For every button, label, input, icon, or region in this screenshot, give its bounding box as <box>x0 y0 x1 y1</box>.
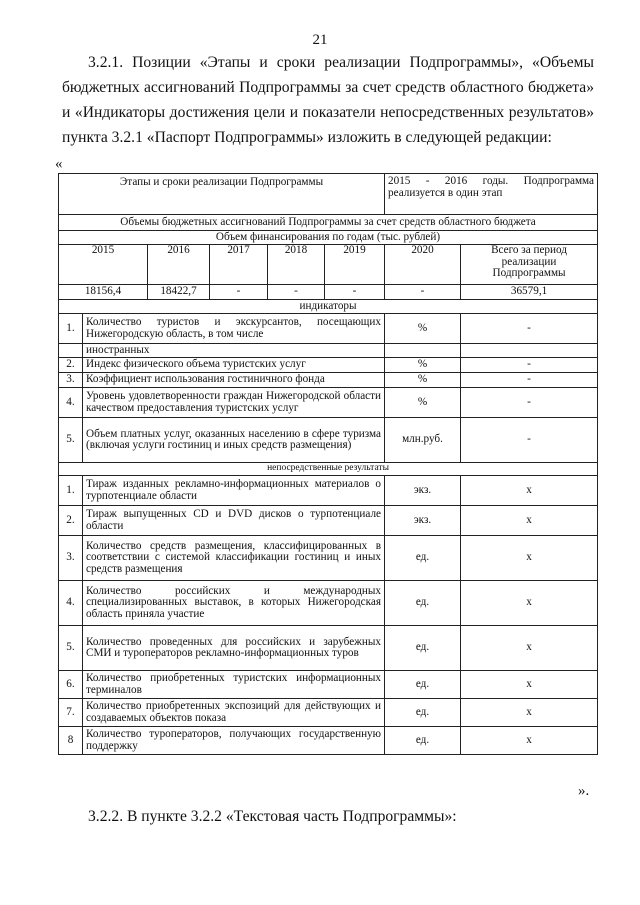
budget-label: Объемы бюджетных ассигнований Подпрограммы за счет средств областного бюджета <box>59 215 598 231</box>
amount-cell: 18156,4 <box>59 285 148 300</box>
row-value: х <box>461 506 598 536</box>
row-unit: экз. <box>385 476 461 506</box>
row-unit: % <box>385 373 461 388</box>
row-number: 4. <box>59 581 83 626</box>
outro-paragraph: 3.2.2. В пункте 3.2.2 «Текстовая часть Подпрограммы»: <box>88 808 457 825</box>
table-row <box>59 626 598 671</box>
year-cell: 2019 <box>325 245 385 285</box>
intro-paragraph: 3.2.1. Позиции «Этапы и сроки реализации Подпрограммы», «Объемы бюджетных ассигнований Подпрограммы за счет средств областного бюджета» и «Индикаторы достижения цели и показатели непосредственных результатов» пункта 3.2.1 «Паспорт Подпрограммы» изложить в следующей редакции: <box>62 54 594 146</box>
row-number: 5. <box>59 626 83 671</box>
indicators-label: индикаторы <box>59 300 598 314</box>
table-row <box>59 476 598 506</box>
row-number: 2. <box>59 506 83 536</box>
row-number <box>59 344 83 358</box>
row-value: х <box>461 536 598 581</box>
row-text: Объем платных услуг, оказанных населению в сфере туризма (включая услуги гостиниц и иных средств размещения) <box>83 418 385 463</box>
row-value: х <box>461 581 598 626</box>
row-unit: ед. <box>385 671 461 699</box>
row-text: Индекс физического объема туристских услуг <box>83 358 385 373</box>
row-unit: ед. <box>385 581 461 626</box>
table-row <box>59 671 598 699</box>
table-row <box>59 344 598 358</box>
year-cell: 2016 <box>148 245 210 285</box>
row-value: - <box>461 373 598 388</box>
row-text: Коэффициент использования гостиничного фонда <box>83 373 385 388</box>
stages-label: Этапы и сроки реализации Подпрограммы <box>59 174 385 215</box>
subprogram-passport-table <box>58 173 598 755</box>
table-row <box>59 358 598 373</box>
row-value: - <box>461 358 598 373</box>
stages-row <box>59 174 598 215</box>
row-text: Количество туроператоров, получающих государственную поддержку <box>83 727 385 755</box>
row-text: Количество туристов и экскурсантов, посещающих Нижегородскую область, в том числе <box>83 314 385 344</box>
row-number: 6. <box>59 671 83 699</box>
table-row <box>59 388 598 418</box>
row-number: 3. <box>59 536 83 581</box>
amount-cell: - <box>268 285 325 300</box>
open-quote: « <box>55 156 63 172</box>
results-label: непосредственные результаты <box>59 463 598 476</box>
page-number: 21 <box>312 32 328 48</box>
table-row <box>59 581 598 626</box>
row-number: 8 <box>59 727 83 755</box>
row-value: - <box>461 388 598 418</box>
row-number: 1. <box>59 476 83 506</box>
stages-value: 2015 - 2016 годы. Подпрограмма реализуется в один этап <box>385 174 598 215</box>
amounts-row <box>59 285 598 300</box>
table-row <box>59 314 598 344</box>
row-text: Количество приобретенных экспозиций для действующих и создаваемых объектов показа <box>83 699 385 727</box>
row-number: 7. <box>59 699 83 727</box>
total-header: Всего за период реализации Подпрограммы <box>461 245 598 285</box>
total-amount: 36579,1 <box>461 285 598 300</box>
row-value: х <box>461 476 598 506</box>
row-number: 3. <box>59 373 83 388</box>
row-unit: % <box>385 388 461 418</box>
amount-cell: - <box>210 285 268 300</box>
row-value <box>461 344 598 358</box>
row-unit: экз. <box>385 506 461 536</box>
amount-cell: - <box>385 285 461 300</box>
row-value: - <box>461 418 598 463</box>
row-unit: ед. <box>385 699 461 727</box>
funding-label: Объем финансирования по годам (тыс. рублей) <box>59 231 598 245</box>
row-unit: ед. <box>385 536 461 581</box>
row-text: Количество средств размещения, классифицированных в соответствии с системой классификации гостиниц и иных средств размещения <box>83 536 385 581</box>
row-unit: ед. <box>385 626 461 671</box>
row-value: х <box>461 699 598 727</box>
row-text: Количество приобретенных туристских информационных терминалов <box>83 671 385 699</box>
row-unit: ед. <box>385 727 461 755</box>
row-unit: % <box>385 358 461 373</box>
table-row <box>59 727 598 755</box>
row-number: 1. <box>59 314 83 344</box>
year-cell: 2020 <box>385 245 461 285</box>
row-number: 5. <box>59 418 83 463</box>
close-quote: ». <box>578 783 590 799</box>
row-text: Количество российских и международных специализированных выставок, в которых Нижегородская область приняла участие <box>83 581 385 626</box>
table-row <box>59 418 598 463</box>
row-number: 2. <box>59 358 83 373</box>
table-row <box>59 699 598 727</box>
amount-cell: - <box>325 285 385 300</box>
row-text: Тираж выпущенных CD и DVD дисков о турпотенциале области <box>83 506 385 536</box>
table-row <box>59 373 598 388</box>
row-value: - <box>461 314 598 344</box>
row-text: Количество проведенных для российских и зарубежных СМИ и туроператоров рекламно-информационных туров <box>83 626 385 671</box>
row-value: х <box>461 727 598 755</box>
table-row <box>59 536 598 581</box>
budget-row <box>59 215 598 231</box>
results-header-row <box>59 463 598 476</box>
row-value: х <box>461 626 598 671</box>
row-text: Уровень удовлетворенности граждан Нижегородской области качеством предоставления туристских услуг <box>83 388 385 418</box>
row-unit: % <box>385 314 461 344</box>
row-unit <box>385 344 461 358</box>
year-cell: 2018 <box>268 245 325 285</box>
row-unit: млн.руб. <box>385 418 461 463</box>
row-value: х <box>461 671 598 699</box>
amount-cell: 18422,7 <box>148 285 210 300</box>
table-row <box>59 506 598 536</box>
years-row <box>59 245 598 285</box>
year-cell: 2017 <box>210 245 268 285</box>
row-text: Тираж изданных рекламно-информационных материалов о турпотенциале области <box>83 476 385 506</box>
year-cell: 2015 <box>59 245 148 285</box>
row-number: 4. <box>59 388 83 418</box>
row-text: иностранных <box>83 344 385 358</box>
funding-row <box>59 231 598 245</box>
indicators-header-row <box>59 300 598 314</box>
